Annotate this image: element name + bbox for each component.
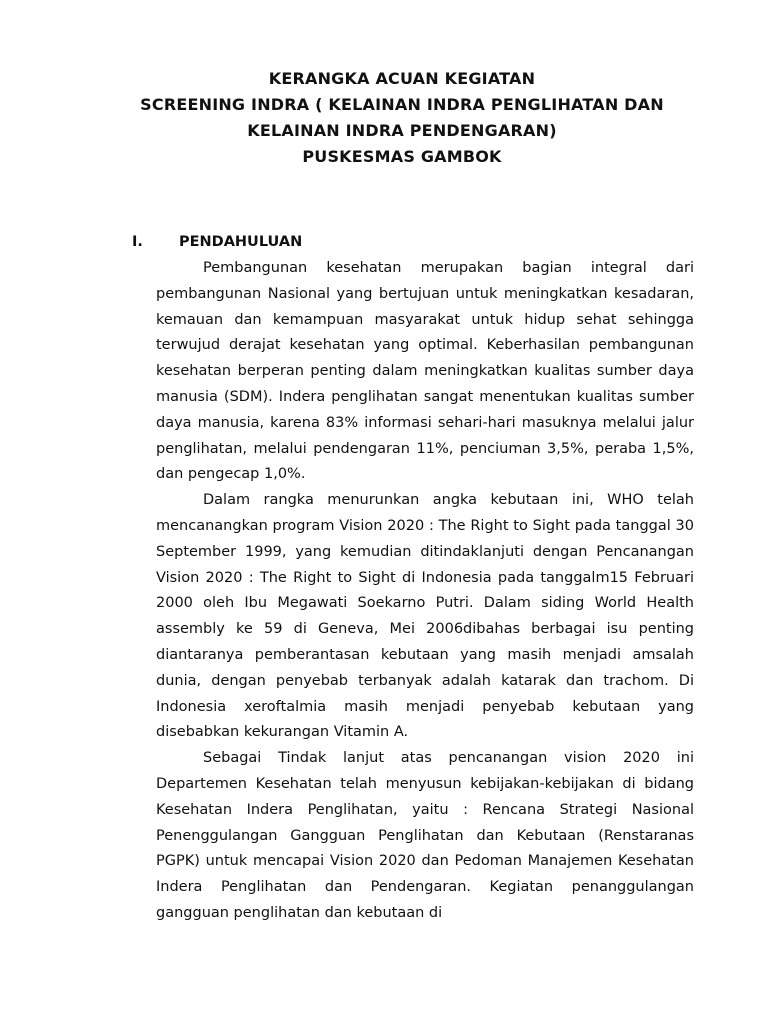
paragraph-2: Dalam rangka menurunkan angka kebutaan ini, WHO telah mencanangkan program Vision 2020 : The Right to Sight pada tanggal 30 September 1999, yang kemudian ditindaklanjuti dengan Pencanangan Vision 2020 : The Right to Sight di Indonesia pada tanggalm15 Februari 2000 oleh Ibu Megawati Soekarno Putri. Dalam siding World Health assembly ke 59 di Geneva, Mei 2006dibahas berbagai isu penting diantaranya pemberantasan kebutaan yang masih menjadi amsalah dunia, dengan penyebab terbanyak adalah katarak dan trachom. Di Indonesia xeroftalmia masih menjadi penyebab kebutaan yang disebabkan kekurangan Vitamin A. <box>156 492 694 741</box>
section-heading <box>132 232 302 252</box>
section-title: PENDAHULUAN <box>179 234 303 250</box>
title-line-2: SCREENING INDRA ( KELAINAN INDRA PENGLIHATAN DAN <box>140 95 664 114</box>
section-body <box>156 256 694 927</box>
paragraph-1: Pembangunan kesehatan merupakan bagian integral dari pembangunan Nasional yang bertujuan untuk meningkatkan kesadaran, kemauan dan kemampuan masyarakat untuk hidup sehat sehingga terwujud derajat kesehatan yang optimal. Keberhasilan pembangunan kesehatan berperan penting dalam meningkatkan kualitas sumber daya manusia (SDM). Indera penglihatan sangat menentukan kualitas sumber daya manusia, karena 83% informasi sehari-hari masuknya melalui jalur penglihatan, melalui pendengaran 11%, penciuman 3,5%, peraba 1,5%, dan pengecap 1,0%. <box>156 260 694 483</box>
document-title <box>0 66 768 170</box>
title-line-3: KELAINAN INDRA PENDENGARAN) <box>247 121 557 140</box>
section-number: I. <box>132 234 143 250</box>
title-line-1: KERANGKA ACUAN KEGIATAN <box>268 69 536 88</box>
title-line-4: PUSKESMAS GAMBOK <box>302 147 502 166</box>
paragraph-3: Sebagai Tindak lanjut atas pencanangan vision 2020 ini Departemen Kesehatan telah menyusun kebijakan-kebijakan di bidang Kesehatan Indera Penglihatan, yaitu : Rencana Strategi Nasional Penenggulangan Gangguan Penglihatan dan Kebutaan (Renstaranas PGPK) untuk mencapai Vision 2020 dan Pedoman Manajemen Kesehatan Indera Penglihatan dan Pendengaran. Kegiatan penanggulangan gangguan penglihatan dan kebutaan di <box>156 750 694 921</box>
